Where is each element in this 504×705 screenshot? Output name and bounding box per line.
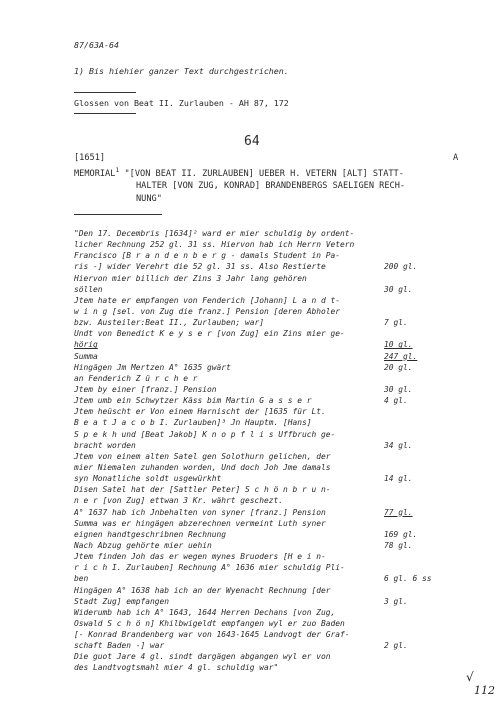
text-line <box>74 239 484 250</box>
heading-line <box>74 164 405 180</box>
text-line <box>74 228 484 239</box>
text-line <box>74 306 484 317</box>
divider <box>74 214 162 215</box>
text-line <box>74 451 484 462</box>
line-amount: 4 gl. <box>384 396 408 406</box>
text-line <box>74 540 484 551</box>
text-line <box>74 261 484 272</box>
line-text: licher Rechnung 252 gl. 31 ss. Hiervon hab ich Herrn Vetern <box>74 240 355 250</box>
heading <box>74 164 405 205</box>
line-text: Die guot Jare 4 gl. sindt dargägen abgangen wyl er von <box>74 652 331 662</box>
line-amount: 7 gl. <box>384 318 408 328</box>
line-text: Oswald S c h ö n] Khilbwigeldt empfangen wyl er zuo Baden <box>74 618 345 628</box>
year-label: [1651] <box>74 153 106 163</box>
line-text: Stadt Zug] empfangen <box>74 596 170 606</box>
text-line <box>74 417 484 428</box>
line-text: Jtem by einer [franz.] Pension <box>74 384 217 394</box>
text-line <box>74 484 484 495</box>
divider <box>74 92 136 93</box>
line-amount: 3 gl. <box>384 596 408 606</box>
heading-line: NUNG" <box>136 193 162 204</box>
line-text: eignen handtgeschribnen Rechnung <box>74 529 227 539</box>
handwritten-page-number: 112 <box>474 684 495 697</box>
line-text: ris -] wider Verehrt die 52 gl. 31 ss. Also Restierte <box>74 262 326 272</box>
line-text: S p e k h und [Beat Jakob] K n o p f l i s Uffbruch ge- <box>74 429 336 439</box>
text-line <box>74 651 484 662</box>
heading-label: MEMORIAL <box>74 168 116 179</box>
line-text: "Den 17. Decembris [1634]² ward er mier schuldig by ordent- <box>74 229 355 238</box>
line-text: B e a t J a c o b I. Zurlauben]³ Jn Hauptm. [Hans] <box>74 418 312 428</box>
line-amount: 78 gl. <box>384 540 413 550</box>
check-mark: √ <box>466 670 474 684</box>
line-amount: 30 gl. <box>384 384 413 394</box>
text-line <box>74 373 484 384</box>
text-line <box>74 596 484 607</box>
line-text: Jtem finden Joh das er wegen mynes Bruoders [H e i n- <box>74 552 326 562</box>
line-text: des Landtvogtsmahl mier 4 gl. schuldig war" <box>74 663 279 673</box>
heading-line: HALTER [VON ZUG, KONRAD] BRANDENBERGS SAELIGEN RECH- <box>136 181 406 192</box>
divider <box>74 113 136 114</box>
footnote-text: 1) Bis hiehier ganzer Text durchgestrichen. <box>74 66 289 76</box>
line-amount: 2 gl. <box>384 641 408 651</box>
heading-superscript: 1 <box>115 166 120 174</box>
text-line <box>74 618 484 629</box>
line-text: Jtem hate er empfangen von Fenderich [Johann] L a n d t- <box>74 295 341 305</box>
line-amount: 10 gl. <box>384 340 413 350</box>
text-line <box>74 640 484 651</box>
memorial-body <box>74 228 484 674</box>
line-text: A° 1637 hab ich Jnbehalten von syner [franz.] Pension <box>74 507 326 517</box>
text-line <box>74 384 484 395</box>
line-amount: 200 gl. <box>384 262 418 272</box>
line-text: [- Konrad Brandenberg war von 1643-1645 Landvogt der Graf- <box>74 630 350 640</box>
line-text: Jtem heüscht er Von einem Harnischt der [1635 für Lt. <box>74 407 326 417</box>
text-line <box>74 395 484 406</box>
text-line <box>74 351 484 362</box>
line-text: syn Monatliche soldt usgewürkht <box>74 474 222 484</box>
text-line <box>74 284 484 295</box>
line-text: n e r [von Zug] ettwan 3 Kr. währt geschezt. <box>74 496 284 506</box>
line-text: w i n g [sel. von Zug die franz.] Pension [deren Abholer <box>74 306 341 316</box>
line-text: Jtem von einem alten Satel gen Solothurn gelichen, der <box>74 451 331 461</box>
text-line <box>74 473 484 484</box>
line-text: Summa was er hingägen abzerechnen vermeint Luth syner <box>74 518 326 528</box>
text-line <box>74 462 484 473</box>
line-text: söllen <box>74 284 103 294</box>
line-amount: 169 gl. <box>384 529 418 539</box>
line-text: Nach Abzug gehörte mier uehin <box>74 540 212 550</box>
line-text: bracht worden <box>74 440 136 450</box>
text-line <box>74 339 484 350</box>
line-amount: 77 gl. <box>384 507 413 517</box>
section-letter: A <box>453 153 459 163</box>
line-amount: 30 gl. <box>384 284 413 294</box>
line-text: schaft Baden -] war <box>74 641 165 651</box>
text-line <box>74 250 484 261</box>
text-line <box>74 406 484 417</box>
line-text: ben <box>74 574 89 584</box>
line-text: Hingägen A° 1638 hab ich an der Wyenacht Rechnung [der <box>74 585 331 595</box>
text-line <box>74 317 484 328</box>
line-text: Widerumb hab ich A° 1643, 1644 Herren Dechans [von Zug, <box>74 607 336 617</box>
line-amount: 6 gl. 6 ss <box>384 574 432 584</box>
line-amount: 247 gl. <box>384 351 418 361</box>
line-text: bzw. Austeiler:Beat II., Zurlauben; war] <box>74 318 265 328</box>
line-text: Francisco [B r a n d e n b e r g - damals Student in Pa- <box>74 251 341 261</box>
gloss-title: Glossen von Beat II. Zurlauben - AH 87, 172 <box>74 98 289 108</box>
text-line <box>74 629 484 640</box>
line-text: Hingägen Jm Mertzen A° 1635 gwärt <box>74 362 231 372</box>
text-line <box>74 662 484 673</box>
line-text: Hiervon mier billich der Zins 3 Jahr lang gehören <box>74 273 307 283</box>
page-number: 64 <box>244 134 260 149</box>
text-line <box>74 495 484 506</box>
text-line <box>74 328 484 339</box>
text-line <box>74 529 484 540</box>
line-amount: 14 gl. <box>384 474 413 484</box>
line-text: Disen Satel hat der [Sattler Peter] S c h ö n b r u n- <box>74 485 331 495</box>
text-line <box>74 273 484 284</box>
text-line <box>74 518 484 529</box>
line-text: Jtem umb ein Schwytzer Käss bim Martin G a s s e r <box>74 396 312 406</box>
text-line <box>74 585 484 596</box>
text-line <box>74 507 484 518</box>
text-line <box>74 429 484 440</box>
line-text: an Fenderich Z ü r c h e r <box>74 373 198 383</box>
line-amount: 34 gl. <box>384 440 413 450</box>
line-text: Summa <box>74 351 98 361</box>
line-amount: 20 gl. <box>384 362 413 372</box>
text-line <box>74 295 484 306</box>
text-line <box>74 362 484 373</box>
line-text: r i c h I. Zurlauben] Rechnung A° 1636 mier schuldig Pli- <box>74 563 345 573</box>
text-line <box>74 440 484 451</box>
line-text: hörig <box>74 340 98 350</box>
line-text: mier Niemalen zuhanden worden, Und doch Joh Jme damals <box>74 462 331 472</box>
heading-text: "[VON BEAT II. ZURLAUBEN] UEBER H. VETERN [ALT] STATT- <box>119 168 404 179</box>
text-line <box>74 551 484 562</box>
text-line <box>74 607 484 618</box>
text-line <box>74 573 484 584</box>
document-reference: 87/63A-64 <box>74 40 119 50</box>
text-line <box>74 562 484 573</box>
line-text: Undt von Benedict K e y s e r [von Zug] ein Zins mier ge- <box>74 329 345 339</box>
